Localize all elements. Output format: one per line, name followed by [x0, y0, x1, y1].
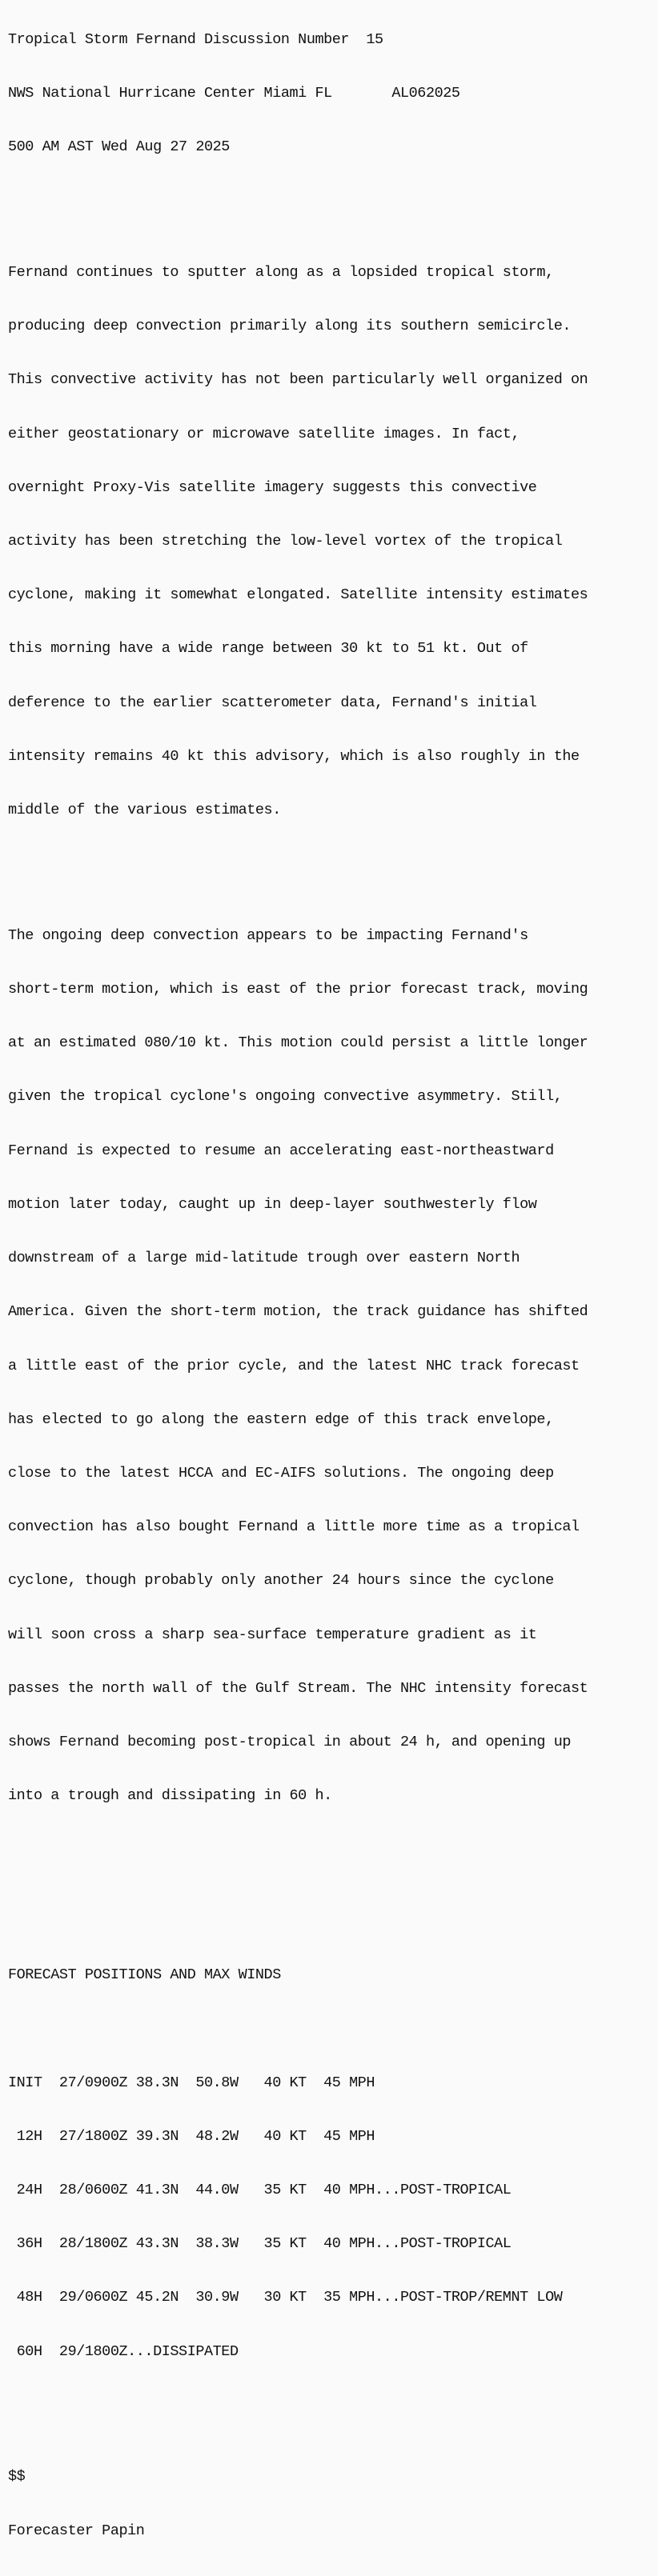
forecast-row: 60H 29/1800Z...DISSIPATED [8, 2342, 239, 2360]
paragraph1-line: Fernand continues to sputter along as a lopsided tropical storm, [8, 264, 554, 282]
paragraph2-line: close to the latest HCCA and EC-AIFS solutions. The ongoing deep [8, 1464, 554, 1482]
end-marker: $$ [8, 2468, 26, 2486]
paragraph1-line: cyclone, making it somewhat elongated. Satellite intensity estimates [8, 586, 588, 604]
paragraph2-line: America. Given the short-term motion, the track guidance has shifted [8, 1303, 588, 1321]
paragraph2-line: motion later today, caught up in deep-layer southwesterly flow [8, 1195, 537, 1213]
paragraph2-line: given the tropical cyclone's ongoing convective asymmetry. Still, [8, 1088, 563, 1106]
paragraph2-line: has elected to go along the eastern edge of this track envelope, [8, 1410, 554, 1428]
paragraph1-line: overnight Proxy-Vis satellite imagery suggests this convective [8, 478, 537, 496]
paragraph2-line: a little east of the prior cycle, and the latest NHC track forecast [8, 1357, 580, 1374]
paragraph1-line: intensity remains 40 kt this advisory, which is also roughly in the [8, 747, 580, 765]
blank-line [8, 2397, 588, 2414]
forecast-row: INIT 27/0900Z 38.3N 50.8W 40 KT 45 MPH [8, 2074, 375, 2091]
office-line: NWS National Hurricane Center Miami FL AL062025 [8, 85, 460, 102]
paragraph2-line: at an estimated 080/10 kt. This motion could persist a little longer [8, 1034, 588, 1052]
paragraph1-line: deference to the earlier scatterometer data, Fernand's initial [8, 694, 537, 711]
paragraph2-line: into a trough and dissipating in 60 h. [8, 1787, 332, 1805]
paragraph2-line: short-term motion, which is east of the prior forecast track, moving [8, 981, 588, 998]
paragraph2-line: convection has also bought Fernand a little more time as a tropical [8, 1518, 580, 1536]
forecast-row: 48H 29/0600Z 45.2N 30.9W 30 KT 35 MPH...POST-TROP/REMNT LOW [8, 2289, 563, 2306]
paragraph1-line: This convective activity has not been particularly well organized on [8, 371, 588, 389]
discussion-text [8, 0, 588, 2576]
blank-line [8, 192, 588, 210]
paragraph1-line: this morning have a wide range between 30 kt to 51 kt. Out of [8, 640, 528, 658]
forecast-row: 36H 28/1800Z 43.3N 38.3W 35 KT 40 MPH...POST-TROPICAL [8, 2235, 512, 2253]
blank-line [8, 2020, 588, 2038]
paragraph2-line: passes the north wall of the Gulf Stream. The NHC intensity forecast [8, 1679, 588, 1697]
paragraph1-line: producing deep convection primarily along its southern semicircle. [8, 318, 572, 335]
paragraph2-line: cyclone, though probably only another 24 hours since the cyclone [8, 1572, 554, 1590]
issue-time: 500 AM AST Wed Aug 27 2025 [8, 138, 230, 156]
blank-line [8, 855, 588, 873]
blank-line [8, 1841, 588, 1858]
paragraph2-line: downstream of a large mid-latitude trough over eastern North [8, 1250, 520, 1267]
paragraph1-line: either geostationary or microwave satellite images. In fact, [8, 425, 520, 442]
paragraph2-line: shows Fernand becoming post-tropical in about 24 h, and opening up [8, 1733, 572, 1750]
paragraph2-line: will soon cross a sharp sea-surface temperature gradient as it [8, 1626, 537, 1643]
discussion-title: Tropical Storm Fernand Discussion Number 15 [8, 30, 383, 48]
blank-line [8, 1895, 588, 1913]
forecast-heading: FORECAST POSITIONS AND MAX WINDS [8, 1966, 281, 1984]
paragraph2-line: The ongoing deep convection appears to be impacting Fernand's [8, 926, 528, 944]
paragraph2-line: Fernand is expected to resume an accelerating east-northeastward [8, 1142, 554, 1159]
forecast-row: 12H 27/1800Z 39.3N 48.2W 40 KT 45 MPH [8, 2127, 375, 2145]
paragraph1-line: middle of the various estimates. [8, 802, 281, 819]
paragraph1-line: activity has been stretching the low-level vortex of the tropical [8, 533, 563, 550]
forecaster-signature: Forecaster Papin [8, 2522, 145, 2539]
forecast-row: 24H 28/0600Z 41.3N 44.0W 35 KT 40 MPH...POST-TROPICAL [8, 2181, 512, 2198]
